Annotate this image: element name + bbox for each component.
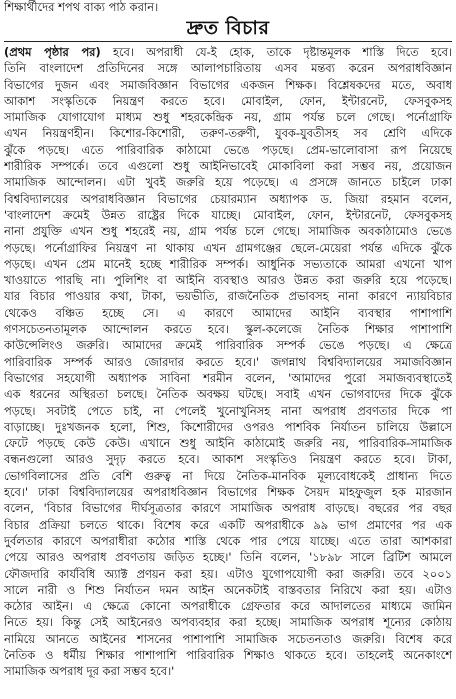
article-line bbox=[4, 191, 452, 207]
continued-from-front-page-label: (প্রথম পৃষ্ঠার পর) bbox=[4, 45, 101, 59]
article-line bbox=[4, 272, 452, 288]
article-line-text: শারীরিক সম্পর্কে। তবে এগুলো শুধু আইনিভাবেই মোকাবিলা করা সম্ভব নয়, প্রয়োজন bbox=[4, 159, 452, 174]
article-line bbox=[4, 44, 452, 60]
article-line-text: হবে। অপরাধী যে-ই হোক, তাকে দৃষ্টান্তমূলক শাস্তি দিতে হবে। bbox=[100, 45, 452, 59]
article-line-text: সামাজিক অপরাধ দূর করা সম্ভব হবে।' bbox=[4, 664, 175, 679]
article-line-text: বলেন, 'বিচার বিভাগের দীর্ঘসূত্রতার কারণে সামাজিক অপরাধ বাড়ছে। বছরের পর বছর bbox=[4, 501, 452, 516]
article-line bbox=[4, 158, 452, 174]
article-line bbox=[4, 142, 452, 158]
article-line bbox=[4, 174, 452, 190]
article-line-text: 'বাংলাদেশ ক্রমেই উন্নত রাষ্ট্রের দিকে যাচ্ছে। মোবাইল, ফোন, ইন্টারনেট, ফেসবুকসহ bbox=[4, 207, 452, 222]
article-line bbox=[4, 109, 452, 125]
article-line-text: এক ধরনের অস্থিরতা চলছে। নৈতিক অবক্ষয় ঘটছে। সবাই এখন ভোগবাদের দিকে ঝুঁকে bbox=[4, 387, 452, 402]
article-line-text: সালে নারী ও শিশু নির্যাতন দমন আইন অনেকটাই বাস্তবতার নিরিখে করা হয়। এটাও bbox=[4, 582, 452, 597]
article-line-text: বন্ধনগুলো আরও সুদৃঢ় করতে হবে। আকাশ সংস্কৃতিও নিয়ন্ত্রণ করতে হবে। টাকা, bbox=[4, 452, 452, 467]
article-line-text: যার বিচার পাওয়ার কথা, টাকা, ভয়ভীতি, রাজনৈতিক প্রভাবসহ নানা কারণে ন্যায়বিচার bbox=[4, 289, 452, 304]
article-line bbox=[4, 614, 452, 630]
article-line-text: পড়ছে। পর্নোগ্রাফির নিয়ন্ত্রণ না থাকায় এখন গ্রামগঞ্জের ছেলে-মেয়েরা পর্যন্ত এদিকে ঝুঁকে bbox=[4, 240, 452, 255]
article-line-text: পারিবারিক সম্পর্ক আরও জোরদার করতে হবে।' জগন্নাথ বিশ্ববিদ্যালয়ের সমাজবিজ্ঞান bbox=[4, 354, 452, 369]
article-line bbox=[4, 386, 452, 402]
previous-article-tail: শিক্ষার্থীদের শপথ বাক্য পাঠ করান। bbox=[4, 0, 159, 14]
article-line-text: পড়ছে। এখন প্রেম মানেই হচ্ছে শারীরিক সম্পর্ক। আধুনিক সভ্যতাকে আমরা এখনো খাপ bbox=[4, 256, 452, 271]
article-line-text: আকাশ সংস্কৃতিকে নিয়ন্ত্রণ করতে হবে। মোবাইল, ফোন, ইন্টারনেট, ফেসবুকসহ bbox=[4, 93, 452, 108]
article-line-text: দুর্বলতার কারণে অপরাধীরা কঠোর শাস্তি থেকে পার পেয়ে যাচ্ছে। এতে তারা আশকারা bbox=[4, 533, 452, 548]
article-line-text: নামিয়ে আনতে আইনের শাসনের পাশাপাশি সামাজিক সচেতনতাও জরুরি। বিশেষ করে bbox=[4, 631, 452, 646]
article-line bbox=[4, 370, 452, 386]
article-line-text: বিভাগের সহযোগী অধ্যাপক সাবিনা শরমীন বলেন, 'আমাদের পুরো সমাজব্যবস্থাতেই bbox=[4, 370, 452, 385]
article-headline: দ্রুত বিচার bbox=[186, 17, 270, 39]
article-line-text: বিচার প্রক্রিয়া চলতে থাকে। বিশেষ করে একটি অপরাধীকে ৯৯ ভাগ প্রমাণের পর এক bbox=[4, 517, 452, 532]
article-line-text: তিনি বাংলাদেশ প্রতিদিনের সঙ্গে আলাপচারিতায় এসব মন্তব্য করেন অপরাধবিজ্ঞান bbox=[4, 61, 452, 76]
article-line bbox=[4, 321, 452, 337]
article-line bbox=[4, 631, 452, 647]
article-line bbox=[4, 468, 452, 484]
article-line bbox=[4, 549, 452, 565]
article-line-text: ভোগবিলাসের প্রতি বেশি গুরুত্ব না দিয়ে নৈতিক-মানবিক মূল্যবোধকেই প্রাধান্য দিতে bbox=[4, 468, 452, 483]
article-line-text: নিতে হয়। কিন্তু সেই আইনেরও অপব্যবহার করা হচ্ছে। সামাজিক অপরাধ শূন্যের কোঠায় bbox=[4, 615, 452, 630]
article-line-text: সামাজিক আন্দোলন। এটা খুবই জরুরি হয়ে পড়েছে। এ প্রসঙ্গে জানতে চাইলে ঢাকা bbox=[4, 175, 452, 190]
article-line-text: কাউন্সেলিংও জরুরি। আমাদের ক্রমেই পারিবারিক সম্পর্ক ভেঙে পড়ছে। এ ক্ষেত্রে bbox=[4, 338, 452, 353]
article-line-text: নৈতিক ও ধর্মীয় শিক্ষার পাশাপাশি পারিবারিক শিক্ষাও থাকতে হবে। তাহলেই অনেকাংশে bbox=[4, 647, 452, 662]
article-line-text: খাওয়াতে পারছি না। পুলিশিং বা আইনি ব্যবস্থাও আরও উন্নত করা জরুরি হয়ে পড়েছে। bbox=[4, 273, 452, 288]
article-line bbox=[4, 647, 452, 663]
article-line-text: থেকেও বঞ্চিত হচ্ছে সে। এ কারণে আমাদের আইনি ব্যবস্থার পাশাপাশি bbox=[4, 305, 452, 320]
article-line bbox=[4, 451, 452, 467]
article-line bbox=[4, 403, 452, 419]
article-line bbox=[4, 582, 452, 598]
article-line-text: হবে।' ঢাকা বিশ্ববিদ্যালয়ের অপরাধবিজ্ঞান বিভাগের শিক্ষক সৈয়দ মাহফুজুল হক মারজান bbox=[4, 485, 452, 500]
article-line bbox=[4, 93, 452, 109]
article-line-text: সামাজিক যোগাযোগ মাধ্যম শুধু শহরকেন্দ্রিক নয়, গ্রাম পর্যন্ত চলে গেছে। পর্নোগ্রাফি bbox=[4, 110, 452, 125]
article-line bbox=[4, 207, 452, 223]
article-line-text: ফেটে পড়ছে কেউ কেউ। এখানে শুধু আইনি কাঠামোই জরুরি নয়, পারিবারিক-সামাজিক bbox=[4, 436, 452, 451]
article-line bbox=[4, 125, 452, 141]
article-line bbox=[4, 354, 452, 370]
article-line-text: পড়ছে। সবটাই পেতে চাই, না পেলেই খুনোখুনিসহ নানা অপরাধ প্রবণতার দিকে পা bbox=[4, 403, 452, 418]
article-line bbox=[4, 240, 452, 256]
article-line-text: বিভাগের দুজন এবং সমাজবিজ্ঞান বিভাগের একজন শিক্ষক। বিশ্লেষকদের মতে, অবাধ bbox=[4, 77, 452, 92]
article-line bbox=[4, 288, 452, 304]
article-line bbox=[4, 435, 452, 451]
article-line-text: ফৌজদারি কার্যবিধি অ্যাক্ট প্রণয়ন করা হয়। এটাও যুগোপযোগী করা জরুরি। তবে ২০০১ bbox=[4, 566, 452, 581]
article-line bbox=[4, 256, 452, 272]
article-line bbox=[4, 305, 452, 321]
article-line bbox=[4, 533, 452, 549]
article-line bbox=[4, 60, 452, 76]
article-line bbox=[4, 484, 452, 500]
headline-divider bbox=[4, 41, 452, 42]
article-line bbox=[4, 663, 452, 679]
article-line bbox=[4, 419, 452, 435]
article-line-text: পেয়ে আরও অপরাধ প্রবণতায় জড়িত হচ্ছে।' তিনি বলেন, '১৮৯৮ সালে ব্রিটিশ আমলে bbox=[4, 550, 452, 565]
article-line-text: ঝুঁকে পড়ছে। এতে পারিবারিক কাঠামো ভেঙে পড়ছে। প্রেম-ভালোবাসা রূপ নিয়েছে bbox=[4, 142, 452, 157]
article-line bbox=[4, 517, 452, 533]
article-body bbox=[4, 44, 452, 680]
article-line-text: এখন নিয়ন্ত্রণহীন। কিশোর-কিশোরী, তরুণ-তরুণী, যুবক-যুবতীসহ সব শ্রেণি এদিকে bbox=[4, 126, 452, 141]
article-line bbox=[4, 566, 452, 582]
article-line bbox=[4, 500, 452, 516]
article-line bbox=[4, 337, 452, 353]
article-line-text: কঠোর আইন। এ ক্ষেত্রে কোনো অপরাধীকে গ্রেফতার করে আদালতের মাধ্যমে জামিন bbox=[4, 599, 452, 614]
article-line-text: নানা প্রযুক্তি এখন শুধু শহরেই নয়, গ্রাম পর্যন্ত চলে গেছে। সামাজিক অবকাঠামোও ভেঙে bbox=[4, 224, 452, 239]
article-line-text: বাড়াচ্ছে। দুঃখজনক হলো, শিশু, কিশোরীদের ওপরও পাশবিক নির্যাতন চালিয়ে উল্লাসে bbox=[4, 419, 452, 434]
article-line bbox=[4, 77, 452, 93]
article-line bbox=[4, 598, 452, 614]
article-line bbox=[4, 223, 452, 239]
article-line-text: গণসচেতনতামূলক আন্দোলন করতে হবে। স্কুল-কলেজে নৈতিক শিক্ষার পাশাপাশি bbox=[4, 322, 452, 337]
article-line-text: বিশ্ববিদ্যালয়ের অপরাধবিজ্ঞান বিভাগের চেয়ারম্যান অধ্যাপক ড. জিয়া রহমান বলেন, bbox=[4, 191, 452, 206]
